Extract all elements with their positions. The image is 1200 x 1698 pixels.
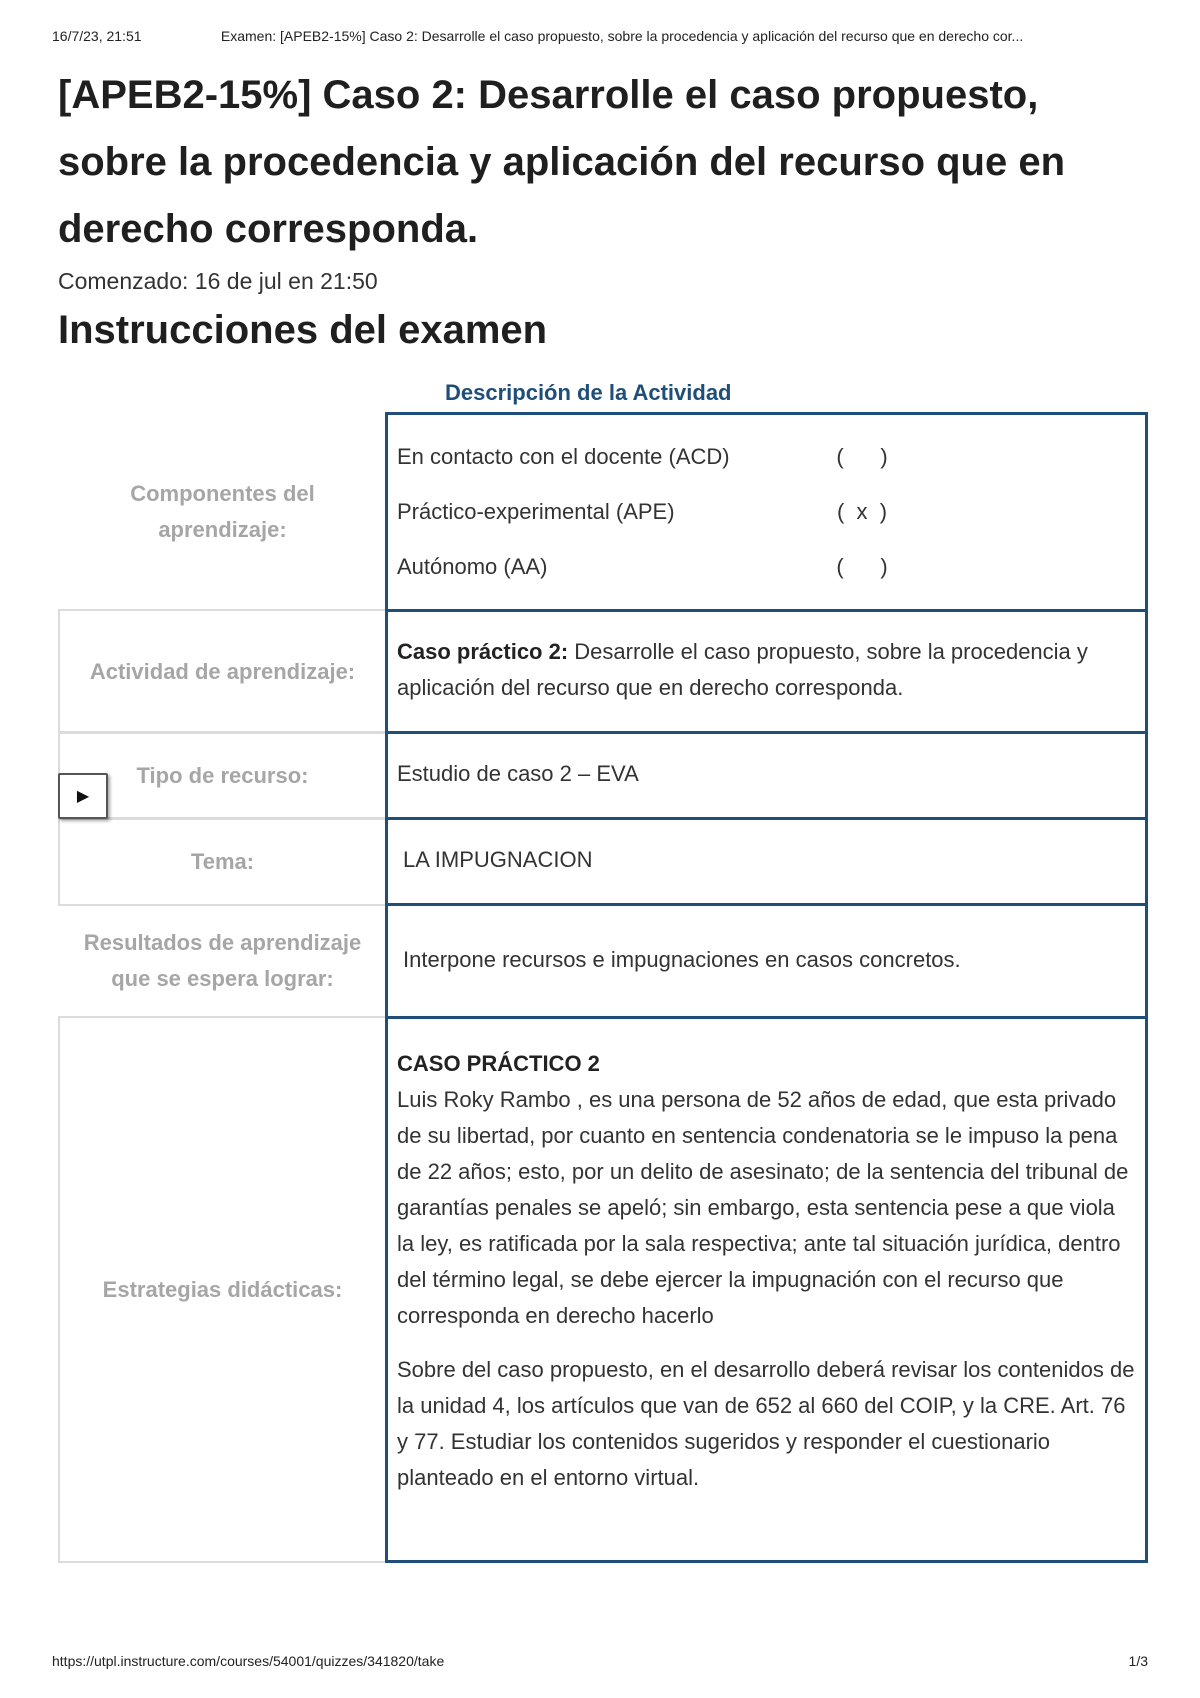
instructions-heading: Instrucciones del examen [58, 308, 548, 352]
activity-label: Actividad de aprendizaje: [58, 609, 385, 734]
results-value: Interpone recursos e impugnaciones en casos concretos. [403, 946, 961, 972]
activity-bold-prefix: Caso práctico 2: [397, 639, 569, 664]
component-item [397, 430, 1135, 485]
resource-type-value: Estudio de caso 2 – EVA [397, 761, 639, 786]
topic-label: Tema: [58, 817, 385, 906]
play-icon: ▶ [76, 788, 90, 805]
print-datetime: 16/7/23, 21:51 [52, 28, 142, 44]
results-label [58, 903, 385, 1019]
case-paragraph-2: Sobre del caso propuesto, en el desarrollo deberá revisar los contenidos de la unidad 4, los artículos que van de 652 al 660 del COIP, y la CRE. Art. 76 y 77. Estudiar los contenidos sugeridos y responder el cuestionario planteado en el entorno virtual. [397, 1357, 1135, 1490]
components-label [58, 413, 385, 611]
component-item-label: Autónomo (AA) [397, 554, 548, 579]
component-item-label: En contacto con el docente (ACD) [397, 444, 730, 469]
topic-value: LA IMPUGNACION [403, 847, 593, 872]
case-title: CASO PRÁCTICO 2 [397, 1051, 600, 1076]
strategies-cell [385, 1016, 1148, 1563]
case-paragraph-1: Luis Roky Rambo , es una persona de 52 años de edad, que esta privado de su libertad, por cuanto en sentencia condenatoria se le impuso la pena de 22 años; esto, por un delito de asesinato; de la sentencia del tribunal de garantías penales se apeló; sin embargo, esta sentencia pese a que viola la ley, es ratificada por la sala respectiva; ante tal situación jurídica, dentro del término legal, se debe ejercer la impugnación con el recurso que corresponda en derecho hacerlo [397, 1087, 1129, 1328]
component-item-label: Práctico-experimental (APE) [397, 499, 675, 524]
component-item-mark: ( ) [836, 554, 888, 579]
print-header [52, 28, 1148, 44]
activity-text [397, 634, 1135, 706]
component-item-mark: ( x ) [836, 499, 888, 524]
components-cell [385, 412, 1148, 612]
media-play-button[interactable] [58, 773, 108, 819]
resource-type-cell [385, 731, 1148, 820]
component-item [397, 485, 1135, 540]
results-label-text: Resultados de aprendizaje que se espera lograr: [83, 930, 362, 991]
component-item-mark: ( ) [836, 444, 888, 469]
quiz-title: [APEB2-15%] Caso 2: Desarrolle el caso propuesto, sobre la procedencia y aplicación del recurso que en derecho corresponda. [58, 73, 1066, 251]
resource-type-label: Tipo de recurso: [58, 731, 385, 820]
activity-description: Desarrolle el caso propuesto, sobre la procedencia y aplicación del recurso que en derecho corresponda. [397, 639, 1088, 700]
results-cell [385, 903, 1148, 1019]
print-footer [52, 1653, 1148, 1669]
print-page-title: Examen: [APEB2-15%] Caso 2: Desarrolle el caso propuesto, sobre la procedencia y aplicación del recurso que en derecho cor... [220, 28, 1024, 44]
started-timestamp: Comenzado: 16 de jul en 21:50 [58, 268, 378, 294]
components-label-text: Componentes del aprendizaje: [130, 481, 315, 542]
component-item [397, 540, 1135, 595]
activity-cell [385, 609, 1148, 734]
activity-description-heading: Descripción de la Actividad [445, 380, 732, 405]
topic-cell [385, 817, 1148, 906]
print-page-number: 1/3 [1128, 1653, 1148, 1669]
print-url: https://utpl.instructure.com/courses/54001/quizzes/341820/take [52, 1653, 445, 1669]
strategies-label: Estrategias didácticas: [58, 1016, 385, 1563]
